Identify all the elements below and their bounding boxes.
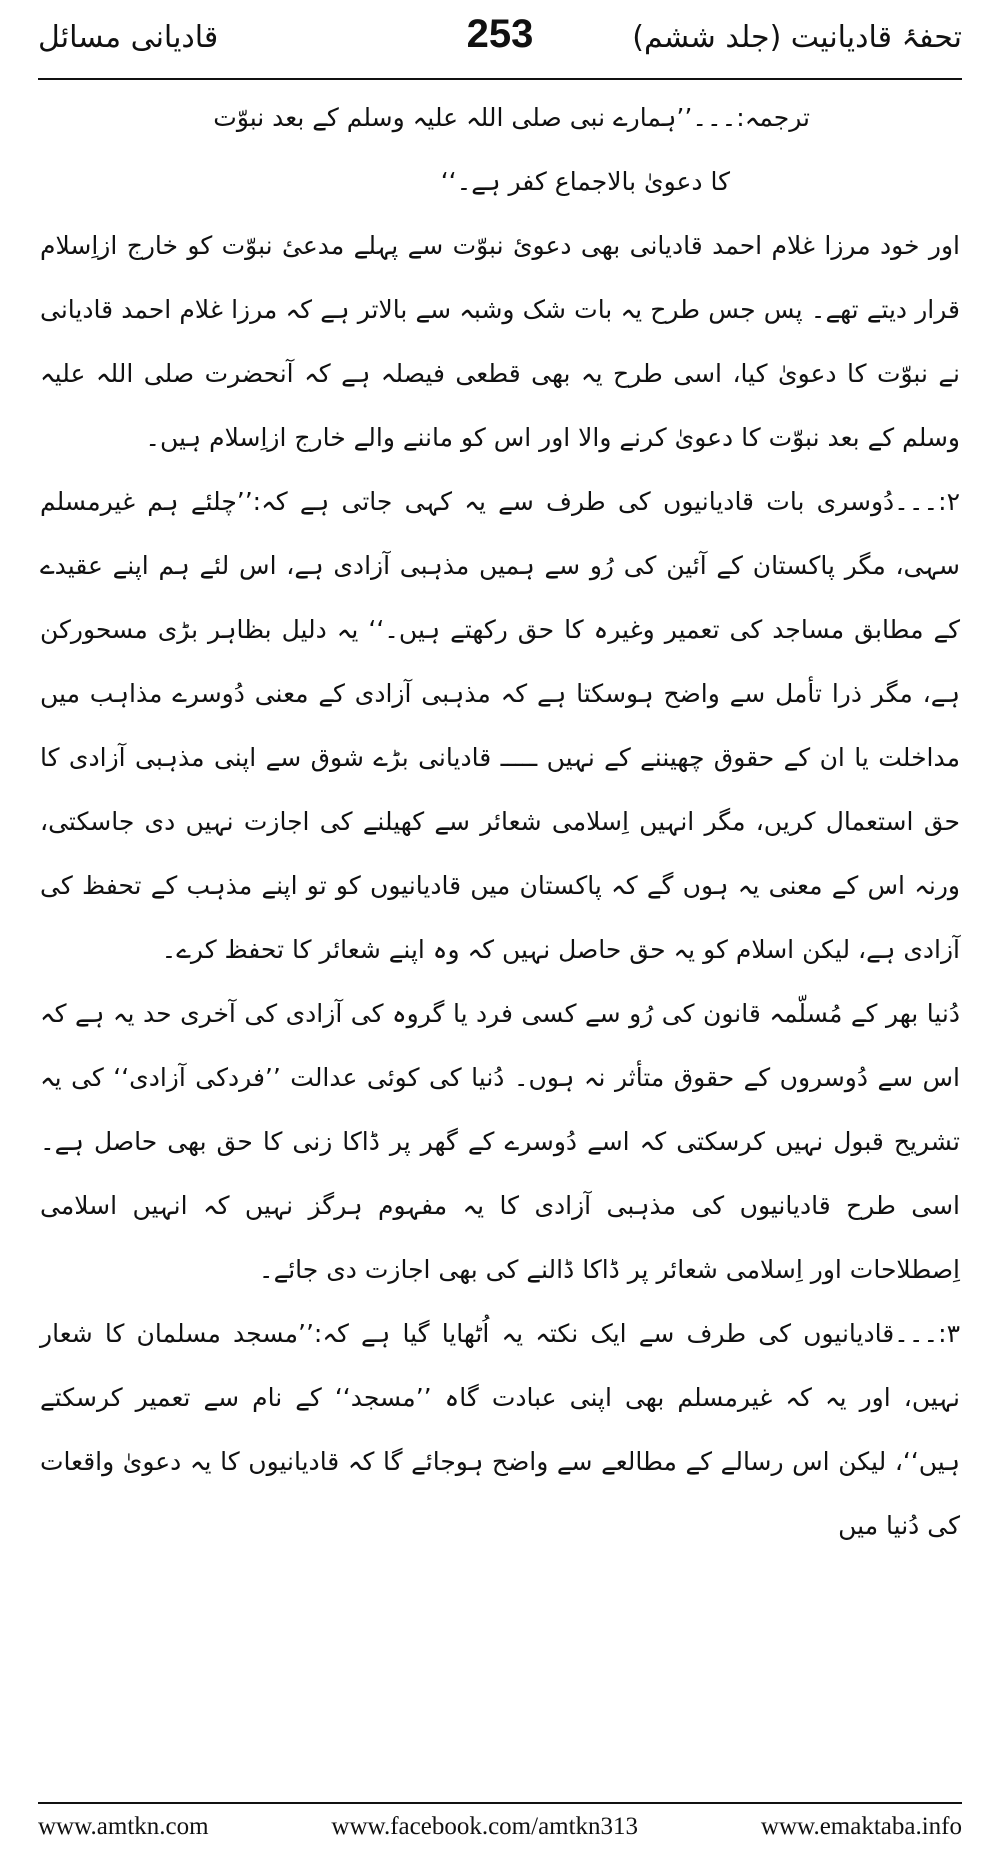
body-paragraph: اور خود مرزا غلام احمد قادیانی بھی دعویٔ نبوّت سے پہلے مدعیٔ نبوّت کو خارج ازاِسلام قرار دیتے تھے۔ پس جس طرح یہ بات شک وشبہ سے بالاتر ہے کہ مرزا غلام احمد قادیانی نے نبوّت کا دعویٰ کیا، اسی طرح یہ بھی قطعی فیصلہ ہے کہ آنحضرت صلی اللہ علیہ وسلم کے بعد نبوّت کا دعویٰ کرنے والا اور اس کو ماننے والے خارج ازاِسلام ہیں۔	[40, 231, 960, 452]
footer-link-facebook[interactable]: www.facebook.com/amtkn313	[331, 1813, 639, 1840]
body-paragraph: ۲:۔۔۔دُوسری بات قادیانیوں کی طرف سے یہ کہی جاتی ہے کہ:’’چلئے ہم غیرمسلم سہی، مگر پاکستان کے آئین کی رُو سے ہمیں مذہبی آزادی ہے، اس لئے ہم اپنے عقیدے کے مطابق مساجد کی تعمیر وغیرہ کا حق رکھتے ہیں۔‘‘ یہ دلیل بظاہر بڑی مسحورکن ہے، مگر ذرا تأمل سے واضح ہوسکتا ہے کہ مذہبی آزادی کے معنی دُوسرے مذاہب میں مداخلت یا ان کے حقوق چھیننے کے نہیں ـــــ قادیانی بڑے شوق سے اپنی مذہبی آزادی کا حق استعمال کریں، مگر انہیں اِسلامی شعائر سے کھیلنے کی اجازت نہیں دی جاسکتی، ورنہ اس کے معنی یہ ہوں گے کہ پاکستان میں قادیانیوں کو تو اپنے مذہب کے تحفظ کی آزادی ہے، لیکن اسلام کو یہ حق حاصل نہیں کہ وہ اپنے شعائر کا تحفظ کرے۔	[40, 487, 960, 964]
footer-link-amtkn[interactable]: www.amtkn.com	[38, 1813, 209, 1840]
page-footer	[38, 1812, 962, 1842]
footer-link-emaktaba[interactable]: www.emaktaba.info	[760, 1813, 962, 1840]
body-paragraph: ۳:۔۔۔قادیانیوں کی طرف سے ایک نکتہ یہ اُٹھایا گیا ہے کہ:’’مسجد مسلمان کا شعار نہیں، اور یہ کہ غیرمسلم بھی اپنی عبادت گاہ ’’مسجد‘‘ کے نام سے تعمیر کرسکتے ہیں‘‘، لیکن اس رسالے کے مطالعے سے واضح ہوجائے گا کہ قادیانیوں کا یہ دعویٰ واقعات کی دُنیا میں	[40, 1319, 960, 1540]
translation-paragraph: ترجمہ:۔۔۔’’ہمارے نبی صلی اللہ علیہ وسلم کے بعد نبوّت	[213, 103, 810, 132]
page-number: 253	[466, 12, 534, 56]
page-header	[38, 12, 962, 74]
book-title: تحفۂ قادیانیت (جلد ششم)	[632, 20, 962, 55]
header-rule	[38, 78, 962, 80]
footer-rule	[38, 1802, 962, 1804]
page-body	[40, 86, 960, 1558]
section-title: قادیانی مسائل	[38, 20, 219, 55]
translation-continuation: کا دعویٰ بالاجماع کفر ہے۔‘‘	[440, 167, 730, 196]
body-paragraph: دُنیا بھر کے مُسلّمہ قانون کی رُو سے کسی فرد یا گروہ کی آزادی کی آخری حد یہ ہے کہ اس سے دُوسروں کے حقوق متأثر نہ ہوں۔ دُنیا کی کوئی عدالت ’’فردکی آزادی‘‘ کی یہ تشریح قبول نہیں کرسکتی کہ اسے دُوسرے کے گھر پر ڈاکا زنی کا حق بھی حاصل ہے۔ اسی طرح قادیانیوں کی مذہبی آزادی کا یہ مفہوم ہرگز نہیں کہ انہیں اسلامی اِصطلاحات اور اِسلامی شعائر پر ڈاکا ڈالنے کی بھی اجازت دی جائے۔	[40, 999, 960, 1284]
